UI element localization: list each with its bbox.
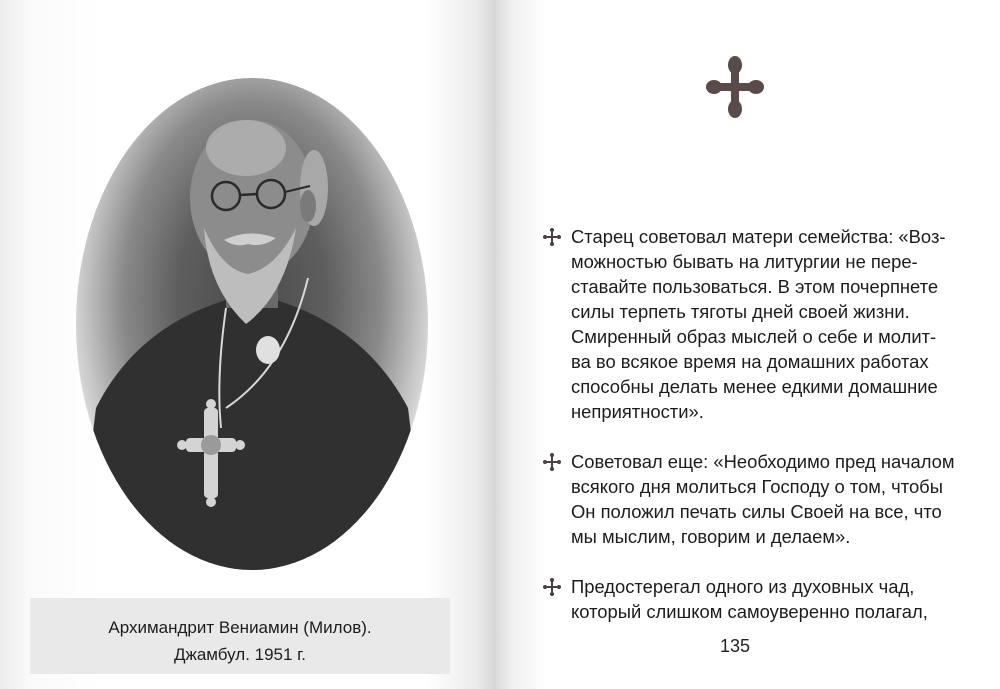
- portrait-photo: [76, 78, 428, 570]
- text-line: можностью бывать на литургии не пере-: [571, 251, 918, 272]
- text-line: силы терпеть тяготы дней своей жизни.: [571, 301, 910, 322]
- text-line: Советовал еще: «Необходимо пред началом: [571, 451, 955, 472]
- paragraph: [543, 574, 943, 624]
- paragraph: [543, 224, 946, 424]
- cross-bullet-icon: [543, 228, 561, 246]
- text-line: Старец советовал матери семейства: «Воз-: [571, 226, 946, 247]
- text-line: мы мыслим, говорим и делаем».: [571, 526, 851, 547]
- text-line: всякого дня молиться Господу о том, чтобы: [571, 476, 943, 497]
- page-number: 135: [719, 636, 751, 656]
- text-line: Смиренный образ мыслей о себе и молит-: [571, 326, 937, 347]
- quatrefoil-cross-icon: [706, 56, 764, 118]
- caption-line-1: Архимандрит Вениамин (Милов).: [108, 618, 372, 637]
- text-line: способны делать менее едкими домашние: [571, 376, 938, 397]
- text-line: ставайте пользоваться. В этом почерпнете: [571, 276, 939, 297]
- text-line: неприятности».: [571, 401, 704, 422]
- cross-bullet-icon: [543, 453, 561, 471]
- cross-bullet-icon: [543, 578, 561, 596]
- left-page: [0, 0, 496, 689]
- text-line: который слишком самоуверенно полагал,: [571, 601, 928, 622]
- caption-line-2: Джамбул. 1951 г.: [173, 645, 307, 664]
- text-line: Он положил печать силы Своей на все, что: [571, 501, 942, 522]
- paragraph: [543, 449, 955, 549]
- body-text: [543, 224, 955, 649]
- text-line: ва во всякое время на домашних работах: [571, 351, 929, 372]
- text-line: Предостерегал одного из духовных чад,: [571, 576, 915, 597]
- photo-caption: [30, 614, 450, 668]
- portrait-illustration: [76, 78, 428, 570]
